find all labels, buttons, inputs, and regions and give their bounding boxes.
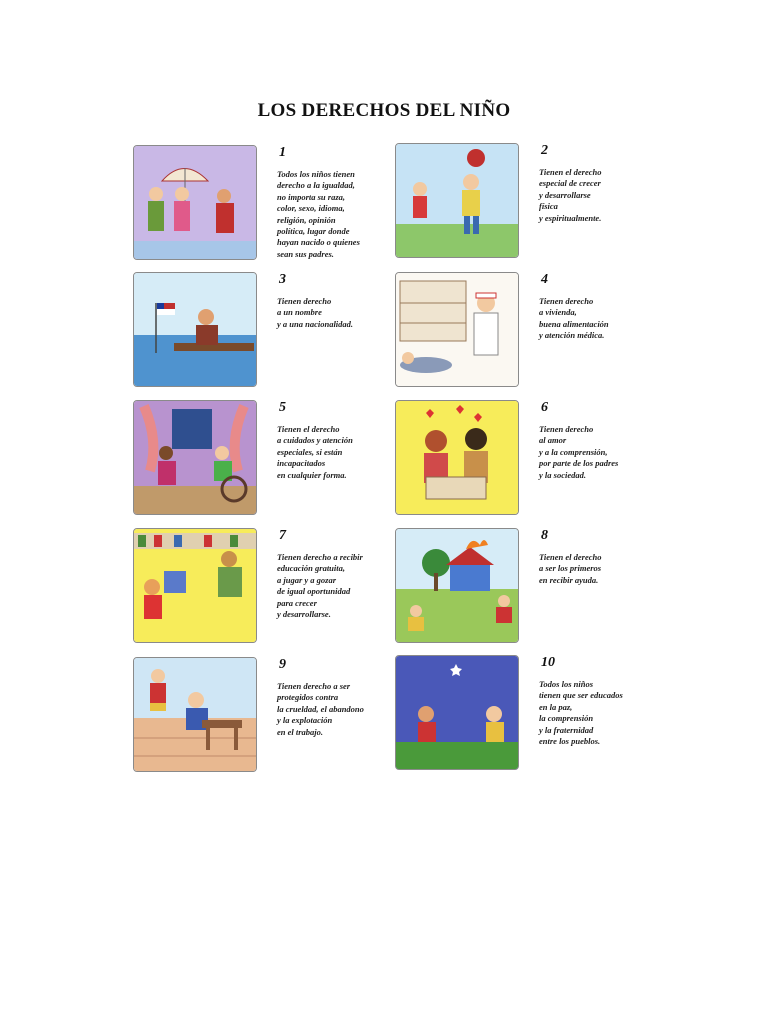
right-text: Tienen el derecho a ser los primeros en recibir ayuda.: [539, 552, 602, 585]
right-text: Tienen derecho a ser protegidos contra la crueldad, el abandono y la explotación en el trabajo.: [277, 681, 364, 737]
right-text: Tienen el derecho especial de crecer y desarrollarse física y espiritualmente.: [539, 167, 602, 223]
illustration-child-working: [133, 657, 257, 772]
illustration-child-with-flag-at-dock: [133, 272, 257, 387]
right-number: 7: [279, 528, 286, 543]
illustration-parents-with-baby: [395, 400, 519, 515]
page-title: LOS DERECHOS DEL NIÑO: [257, 100, 511, 121]
right-card-4: [395, 272, 768, 397]
right-text: Tienen el derecho a cuidados y atención especiales, si están incapacitados en cualquier forma.: [277, 424, 353, 480]
right-text: Tienen derecho a vivienda, buena alimentación y atención médica.: [539, 296, 609, 341]
right-text: Tienen derecho a recibir educación gratuita, a jugar y a gozar de igual oportunidad para crecer y desarrollarse.: [277, 552, 363, 620]
right-number: 5: [279, 400, 286, 415]
illustration-children-fleeing-fire: [395, 528, 519, 643]
right-card-8: [395, 528, 768, 653]
right-number: 4: [541, 272, 548, 287]
right-number: 6: [541, 400, 548, 415]
illustration-child-in-wheelchair: [133, 400, 257, 515]
right-number: 9: [279, 657, 286, 672]
right-number: 3: [279, 272, 286, 287]
right-number: 10: [541, 655, 555, 670]
illustration-children-playing-ball: [395, 143, 519, 258]
illustration-children-under-umbrella: [133, 145, 257, 260]
right-number: 1: [279, 145, 286, 160]
right-card-10: [395, 655, 768, 780]
right-card-6: [395, 400, 768, 525]
right-text: Tienen derecho a un nombre y a una nacionalidad.: [277, 296, 354, 329]
illustration-children-under-night-sky: [395, 655, 519, 770]
illustration-child-carrying-books: [133, 528, 257, 643]
right-number: 2: [541, 143, 548, 158]
illustration-doctor-and-house: [395, 272, 519, 387]
right-text: Todos los niños tienen que ser educados en la paz, la comprensión y la fraternidad entre los pueblos.: [539, 679, 623, 747]
right-card-2: [395, 143, 768, 268]
right-number: 8: [541, 528, 548, 543]
right-text: Tienen derecho al amor y a la comprensión, por parte de los padres y la sociedad.: [539, 424, 619, 480]
right-text: Todos los niños tienen derecho a la igualdad, no importa su raza, color, sexo, idioma, religión, opinión política, lugar donde hayan nacido o quienes sean sus padres.: [277, 169, 360, 259]
